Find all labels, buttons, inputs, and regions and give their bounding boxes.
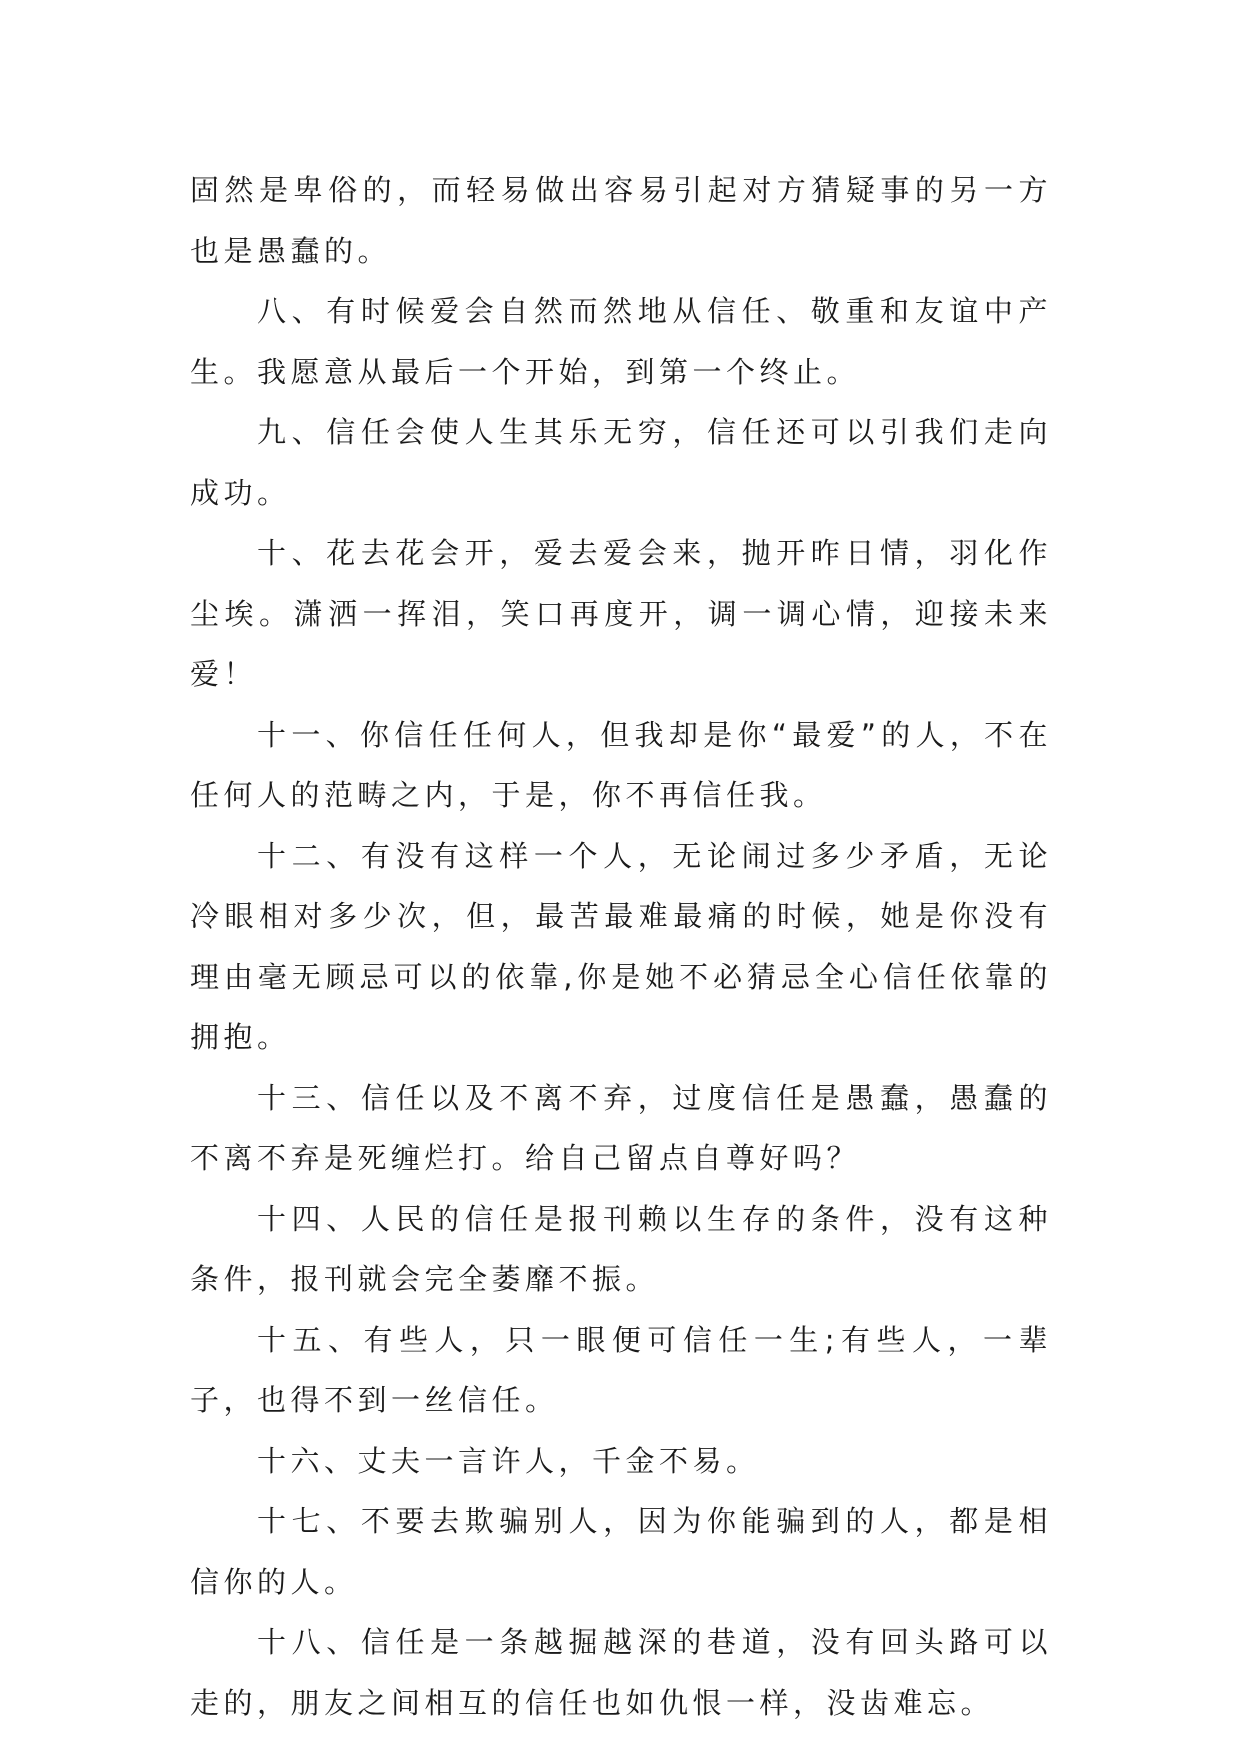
paragraph-13: 十三、信任以及不离不弃，过度信任是愚蠢，愚蠢的不离不弃是死缠烂打。给自己留点自尊好吗？ [190, 1080, 1052, 1175]
paragraph-16: 十六、丈夫一言许人，千金不易。 [257, 1443, 760, 1478]
paragraph-11: 十一、你信任任何人，但我却是你“最爱”的人，不在任何人的范畴之内，于是，你不再信任我。 [190, 717, 1052, 812]
paragraph-15: 十五、有些人，只一眼便可信任一生;有些人，一辈子，也得不到一丝信任。 [190, 1322, 1052, 1417]
paragraph-10: 十、花去花会开，爱去爱会来，抛开昨日情，羽化作尘埃。潇洒一挥泪，笑口再度开，调一调心情，迎接未来爱！ [190, 536, 1052, 691]
document-body [190, 160, 1052, 1733]
paragraph-12: 十二、有没有这样一个人，无论闹过多少矛盾，无论冷眼相对多少次，但，最苦最难最痛的时候，她是你没有理由毫无顾忌可以的依靠,你是她不必猜忌全心信任依靠的拥抱。 [190, 838, 1052, 1054]
paragraph-18: 十八、信任是一条越掘越深的巷道，没有回头路可以走的，朋友之间相互的信任也如仇恨一样，没齿难忘。 [190, 1625, 1052, 1720]
paragraph-14: 十四、人民的信任是报刊赖以生存的条件，没有这种条件，报刊就会完全萎靡不振。 [190, 1201, 1052, 1296]
paragraph-continuation: 固然是卑俗的，而轻易做出容易引起对方猜疑事的另一方也是愚蠢的。 [190, 173, 1052, 268]
paragraph-17: 十七、不要去欺骗别人，因为你能骗到的人，都是相信你的人。 [190, 1504, 1052, 1599]
paragraph-8: 八、有时候爱会自然而然地从信任、敬重和友谊中产生。我愿意从最后一个开始，到第一个终止。 [190, 294, 1052, 389]
paragraph-9: 九、信任会使人生其乐无穷，信任还可以引我们走向成功。 [190, 415, 1052, 510]
